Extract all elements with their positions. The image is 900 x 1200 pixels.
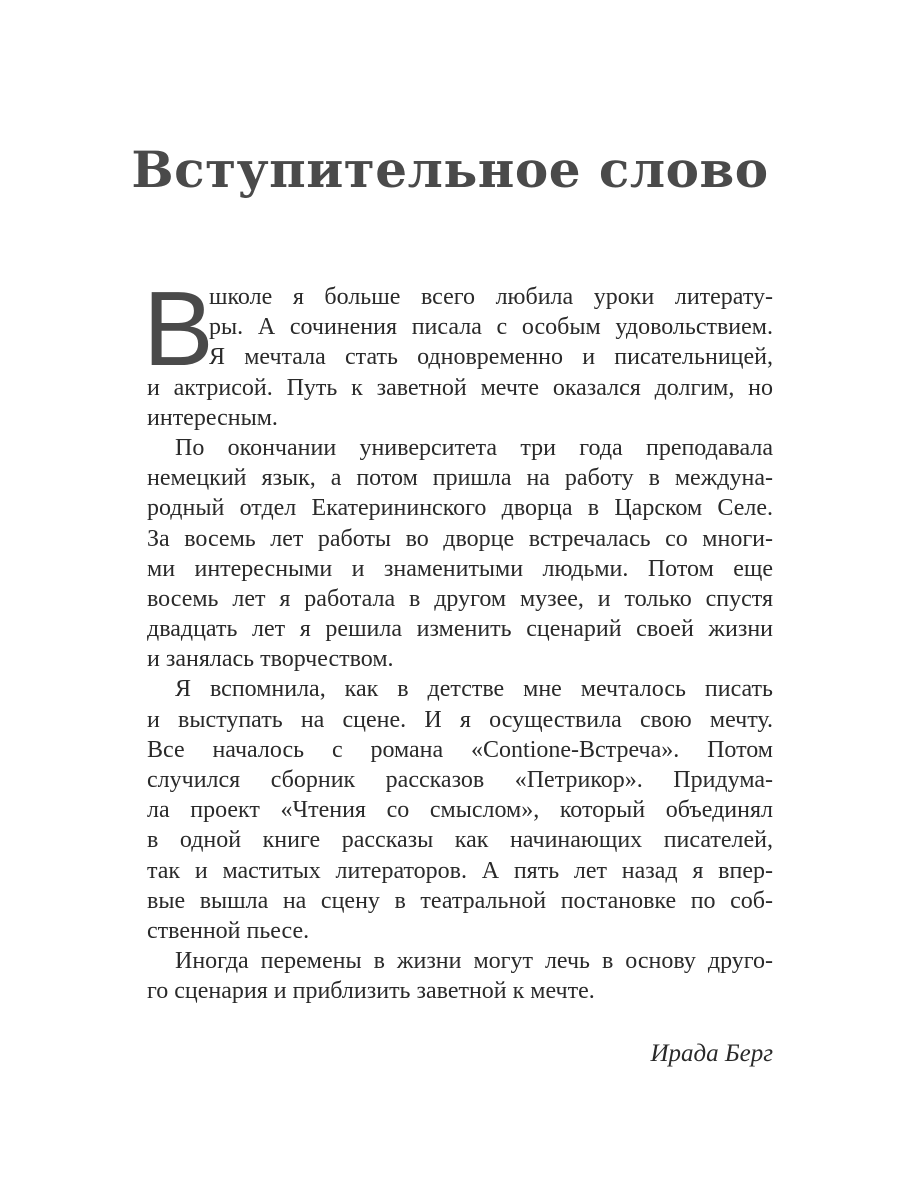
text-line: школе я больше всего любила уроки литерату- <box>209 284 773 310</box>
text-line: Я вспомнила, как в детстве мне мечталось писать <box>175 676 773 703</box>
text-line: Я мечтала стать одновременно и писательницей, <box>209 344 773 371</box>
text-line: двадцать лет я решила изменить сценарий своей жизни <box>147 616 773 643</box>
text-line: немецкий язык, а потом пришла на работу в междуна- <box>147 465 773 492</box>
text-line: ственной пьесе. <box>147 917 310 944</box>
text-line: ми интересными и знаменитыми людьми. Потом еще <box>147 555 773 582</box>
text-line: случился сборник рассказов «Петрикор». Придума- <box>147 767 773 793</box>
body-text <box>143 270 773 1007</box>
text-line: восемь лет я работала в другом музее, и только спустя <box>147 585 773 612</box>
text-line: По окончании университета три года преподавала <box>175 434 773 461</box>
text-line: и выступать на сцене. И я осуществила свою мечту. <box>147 706 773 733</box>
text-line: родный отдел Екатерининского дворца в Царском Селе. <box>147 495 773 522</box>
text-line: Все началось с романа «Contione-Встреча». Потом <box>147 736 773 763</box>
text-line: ры. А сочинения писала с особым удовольствием. <box>209 314 773 341</box>
text-line: так и маститых литераторов. А пять лет назад я впер- <box>147 857 773 884</box>
drop-cap: В <box>143 270 214 388</box>
text-line: За восемь лет работы во дворце встречалась со многи- <box>147 525 773 552</box>
text-line: вые вышла на сцену в театральной постановке по соб- <box>147 887 773 914</box>
text-line: интересным. <box>147 404 278 431</box>
text-line: в одной книге рассказы как начинающих писателей, <box>147 827 773 854</box>
page-title: Вступительное слово <box>131 140 769 199</box>
text-line: го сценария и приблизить заветной к мечте. <box>147 978 595 1005</box>
text-line: ла проект «Чтения со смыслом», который объединял <box>147 797 773 824</box>
text-line: и занялась творчеством. <box>147 646 394 673</box>
text-line: и актрисой. Путь к заветной мечте оказался долгим, но <box>147 374 773 401</box>
text-line: Иногда перемены в жизни могут лечь в основу друго- <box>175 948 773 975</box>
author-signature: Ирада Берг <box>650 1040 773 1067</box>
